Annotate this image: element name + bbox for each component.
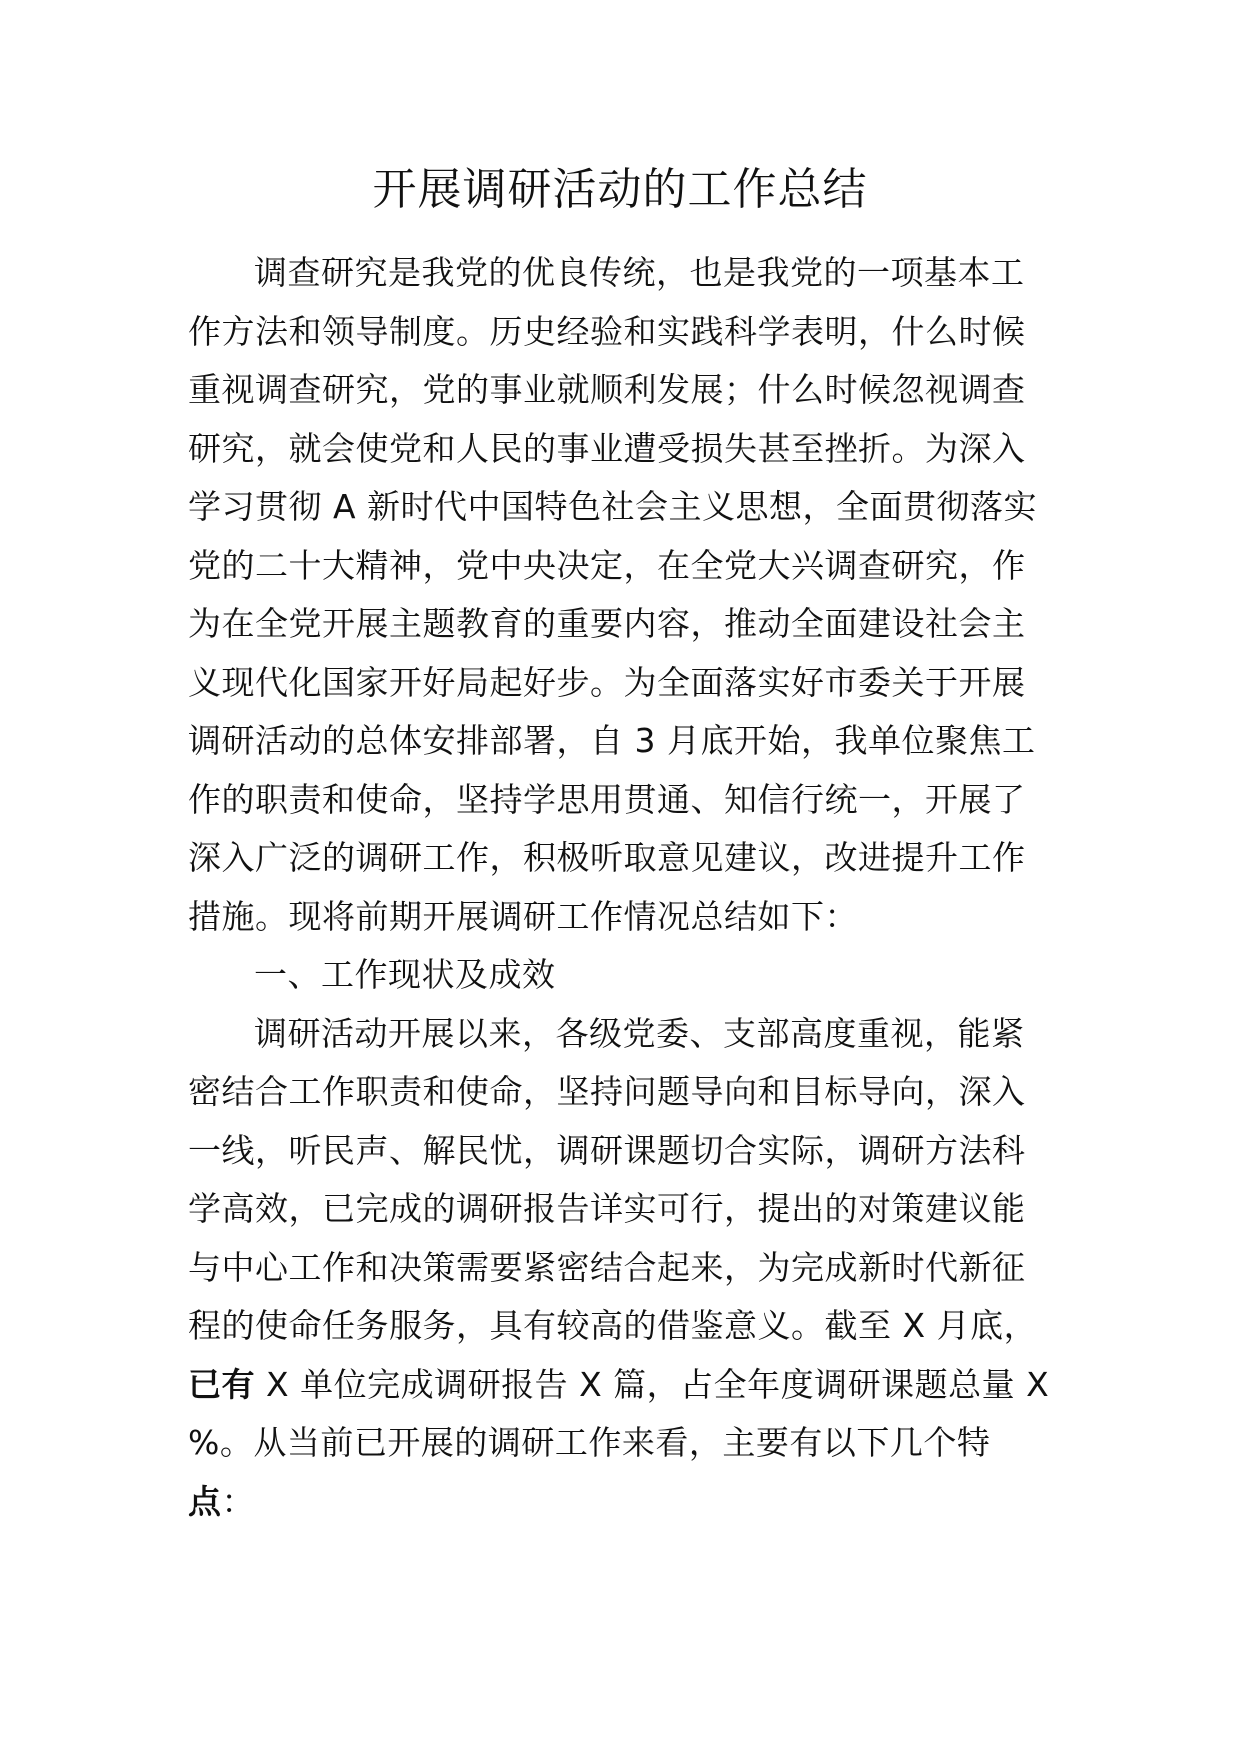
- bold-prefix: 点: [188, 1481, 222, 1521]
- paragraph-line: 作方法和领导制度。历史经验和实践科学表明，什么时候: [188, 311, 1026, 351]
- bold-prefix: 已有: [188, 1364, 255, 1404]
- paragraph-line: 调查研究是我党的优良传统，也是我党的一项基本工: [254, 253, 1025, 292]
- paragraph-line-rest: ：: [221, 1481, 255, 1521]
- document-title: 开展调研活动的工作总结: [372, 164, 868, 215]
- section-heading: 一、工作现状及成效: [254, 955, 556, 994]
- paragraph-line: 学习贯彻 A 新时代中国特色社会主义思想，全面贯彻落实: [188, 487, 1038, 526]
- paragraph-line-with-bold-prefix: [188, 1356, 1050, 1415]
- paragraph-line: 党的二十大精神，党中央决定，在全党大兴调查研究，作: [188, 545, 1026, 585]
- paragraph-line: 研究，就会使党和人民的事业遭受损失甚至挫折。为深入: [188, 428, 1026, 468]
- paragraph-line: 重视调查研究，党的事业就顺利发展；什么时候忽视调查: [188, 370, 1026, 409]
- paragraph-line-rest: X 单位完成调研报告 X 篇，占全年度调研课题总量 X: [266, 1364, 1050, 1404]
- paragraph-line: 学高效，已完成的调研报告详实可行，提出的对策建议能: [188, 1189, 1026, 1228]
- paragraph-line: 与中心工作和决策需要紧密结合起来，为完成新时代新征: [188, 1247, 1026, 1287]
- paragraph-line: 义现代化国家开好局起好步。为全面落实好市委关于开展: [188, 662, 1026, 702]
- paragraph-line-with-bold-prefix: [188, 1473, 1028, 1532]
- paragraph-line: 深入广泛的调研工作，积极听取意见建议，改进提升工作: [188, 838, 1026, 877]
- document-body: [188, 244, 1050, 1531]
- paragraph-line: 密结合工作职责和使命，坚持问题导向和目标导向，深入: [188, 1072, 1026, 1111]
- paragraph-line: 调研活动开展以来，各级党委、支部高度重视，能紧: [254, 1013, 1025, 1053]
- paragraph-line: 措施。现将前期开展调研工作情况总结如下：: [188, 896, 858, 936]
- paragraph-line: 为在全党开展主题教育的重要内容，推动全面建设社会主: [188, 604, 1026, 643]
- paragraph-line: 调研活动的总体安排部署，自 3 月底开始，我单位聚焦工: [188, 721, 1036, 760]
- paragraph-line: 一线，听民声、解民忧，调研课题切合实际，调研方法科: [188, 1130, 1026, 1170]
- paragraph-line: 程的使命任务服务，具有较高的借鉴意义。截至 X 月底，: [188, 1306, 1038, 1345]
- paragraph-line: 作的职责和使命，坚持学思用贯通、知信行统一，开展了: [188, 779, 1026, 819]
- paragraph-line: %。从当前已开展的调研工作来看，主要有以下几个特: [188, 1423, 991, 1462]
